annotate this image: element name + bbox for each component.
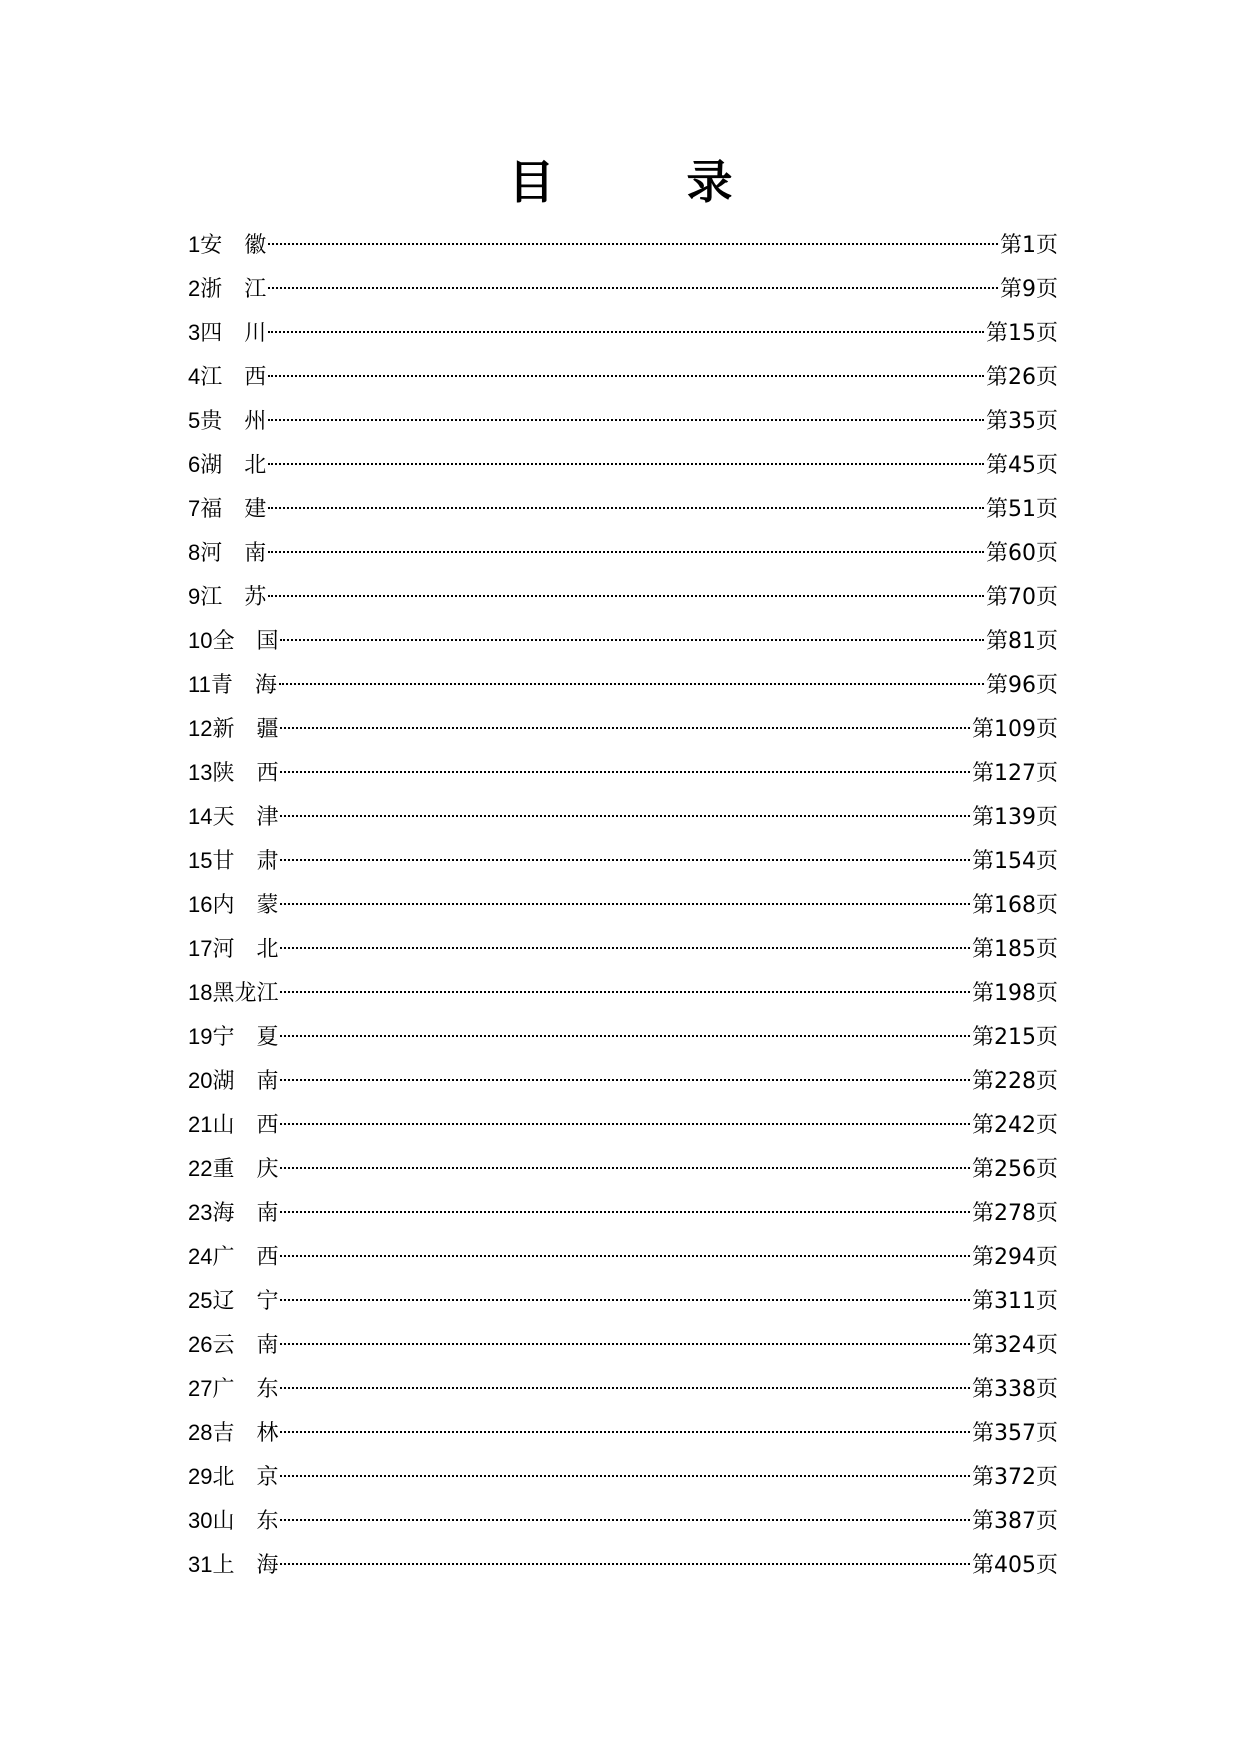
toc-entry-page: 第185页 (972, 937, 1058, 962)
toc-entry-label (188, 355, 266, 400)
dot-leader (280, 859, 970, 861)
toc-entry-label (188, 1411, 278, 1456)
toc-entry-page: 第215页 (972, 1025, 1058, 1050)
toc-entry-number: 19 (188, 1024, 213, 1049)
dot-leader (280, 991, 970, 993)
toc-entry-page: 第45页 (986, 453, 1058, 478)
dot-leader (280, 1519, 970, 1521)
dot-leader (268, 507, 984, 509)
toc-entry-page: 第15页 (986, 321, 1058, 346)
toc-entry-number: 10 (188, 628, 213, 653)
toc-entry-number: 27 (188, 1376, 213, 1401)
toc-entry-page: 第70页 (986, 585, 1058, 610)
dot-leader (280, 1123, 970, 1125)
toc-entry-number: 9 (188, 584, 201, 609)
toc-entry-name: 江苏 (200, 585, 267, 610)
toc-entry-page: 第96页 (986, 673, 1058, 698)
toc-entry-page: 第278页 (972, 1201, 1058, 1226)
toc-entry-page: 第228页 (972, 1069, 1058, 1094)
toc-entry-number: 29 (188, 1464, 213, 1489)
toc-entry[interactable] (188, 927, 1058, 971)
toc-entry[interactable] (188, 1235, 1058, 1279)
toc-entry-number: 25 (188, 1288, 213, 1313)
toc-entry-page: 第338页 (972, 1377, 1058, 1402)
page-title: 目 录 (508, 155, 791, 209)
toc-entry-page: 第372页 (972, 1465, 1058, 1490)
dot-leader (280, 1211, 970, 1213)
toc-entry-label (188, 443, 266, 488)
toc-entry-label (188, 399, 266, 444)
toc-entry-name: 内蒙 (212, 893, 279, 918)
toc-entry-number: 20 (188, 1068, 213, 1093)
toc-entry-name: 四川 (200, 321, 267, 346)
toc-entry-label (188, 663, 277, 708)
toc-entry[interactable] (188, 1103, 1058, 1147)
toc-entry-number: 12 (188, 716, 213, 741)
dot-leader (280, 815, 970, 817)
toc-entry-label (188, 1235, 278, 1280)
toc-entry[interactable] (188, 443, 1058, 487)
toc-entry-name: 浙江 (200, 277, 267, 302)
toc-entry-number: 11 (188, 672, 211, 697)
toc-entry-number: 21 (188, 1112, 213, 1137)
dot-leader (280, 1387, 970, 1389)
dot-leader (280, 1035, 970, 1037)
toc-entry-page: 第198页 (972, 981, 1058, 1006)
toc-entry-number: 30 (188, 1508, 213, 1533)
toc-entry-page: 第127页 (972, 761, 1058, 786)
toc-entry-name: 宁夏 (212, 1025, 279, 1050)
toc-entry-name: 河北 (212, 937, 279, 962)
dot-leader (280, 1079, 970, 1081)
toc-entry-name: 贵州 (200, 409, 267, 434)
toc-entry-label (188, 311, 266, 356)
toc-entry-number: 8 (188, 540, 201, 565)
toc-entry[interactable] (188, 663, 1058, 707)
toc-entry[interactable] (188, 883, 1058, 927)
toc-entry[interactable] (188, 267, 1058, 311)
toc-entry-label (188, 1147, 278, 1192)
toc-entry-name: 湖南 (212, 1069, 279, 1094)
toc-entry-label (188, 531, 266, 576)
toc-entry-number: 18 (188, 980, 213, 1005)
dot-leader (268, 463, 984, 465)
dot-leader (268, 331, 984, 333)
toc-entry-label (188, 1499, 278, 1544)
toc-entry-name: 陕西 (212, 761, 279, 786)
toc-entry-label (188, 927, 278, 972)
toc-entry-number: 3 (188, 320, 201, 345)
toc-entry-name: 山东 (212, 1509, 279, 1534)
dot-leader (268, 419, 984, 421)
toc-entry-page: 第60页 (986, 541, 1058, 566)
toc-entry-name: 天津 (212, 805, 279, 830)
toc-entry-page: 第9页 (1000, 277, 1058, 302)
dot-leader (268, 287, 998, 289)
toc-entry-page: 第168页 (972, 893, 1058, 918)
toc-entry-page: 第1页 (1000, 233, 1058, 258)
toc-entry-label (188, 1059, 278, 1104)
toc-entry[interactable] (188, 1543, 1058, 1587)
toc-entry-label (188, 1279, 278, 1324)
dot-leader (280, 1255, 970, 1257)
dot-leader (280, 1299, 970, 1301)
toc-entry[interactable] (188, 839, 1058, 883)
toc-entry[interactable] (188, 1411, 1058, 1455)
toc-entry-number: 16 (188, 892, 213, 917)
dot-leader (280, 639, 984, 641)
toc-entry-label (188, 795, 278, 840)
toc-entry-page: 第139页 (972, 805, 1058, 830)
toc-entry-page: 第324页 (972, 1333, 1058, 1358)
dot-leader (268, 375, 984, 377)
toc-entry-name: 新疆 (212, 717, 279, 742)
toc-entry-name: 安徽 (200, 233, 267, 258)
toc-entry[interactable] (188, 355, 1058, 399)
toc-entry-number: 13 (188, 760, 213, 785)
toc-entry-page: 第109页 (972, 717, 1058, 742)
table-of-contents (188, 223, 1058, 1587)
toc-entry-label (188, 839, 278, 884)
toc-entry-number: 2 (188, 276, 201, 301)
toc-entry[interactable] (188, 487, 1058, 531)
dot-leader (280, 1167, 970, 1169)
toc-entry[interactable] (188, 311, 1058, 355)
toc-entry-label (188, 1015, 278, 1060)
toc-entry-number: 22 (188, 1156, 213, 1181)
toc-entry-page: 第405页 (972, 1553, 1058, 1578)
toc-entry-page: 第35页 (986, 409, 1058, 434)
toc-entry-label (188, 1543, 278, 1588)
toc-entry[interactable] (188, 223, 1058, 267)
toc-entry-page: 第294页 (972, 1245, 1058, 1270)
toc-entry-number: 31 (188, 1552, 213, 1577)
toc-entry-label (188, 1103, 278, 1148)
toc-entry[interactable] (188, 619, 1058, 663)
toc-entry-name: 全国 (212, 629, 279, 654)
toc-entry[interactable] (188, 751, 1058, 795)
toc-entry-number: 4 (188, 364, 201, 389)
toc-entry-name: 湖北 (200, 453, 267, 478)
toc-entry[interactable] (188, 575, 1058, 619)
toc-entry-label (188, 707, 278, 752)
toc-entry[interactable] (188, 399, 1058, 443)
toc-entry-page: 第154页 (972, 849, 1058, 874)
toc-entry-label (188, 619, 278, 664)
toc-entry-name: 山西 (212, 1113, 279, 1138)
dot-leader (268, 551, 984, 553)
dot-leader (280, 1431, 970, 1433)
toc-entry-number: 28 (188, 1420, 213, 1445)
dot-leader (280, 903, 970, 905)
dot-leader (280, 727, 970, 729)
toc-entry-name: 青海 (210, 673, 277, 698)
toc-entry-number: 6 (188, 452, 201, 477)
toc-entry-page: 第51页 (986, 497, 1058, 522)
toc-entry-name: 重庆 (212, 1157, 279, 1182)
dot-leader (279, 683, 984, 685)
toc-entry-label (188, 1191, 278, 1236)
toc-entry-number: 5 (188, 408, 201, 433)
dot-leader (280, 1475, 970, 1477)
toc-entry[interactable] (188, 1455, 1058, 1499)
toc-entry-name: 甘肃 (212, 849, 279, 874)
toc-entry-page: 第26页 (986, 365, 1058, 390)
dot-leader (280, 1563, 970, 1565)
toc-entry-page: 第311页 (972, 1289, 1058, 1314)
toc-entry-name: 吉林 (212, 1421, 279, 1446)
toc-entry-label (188, 1323, 278, 1368)
toc-entry-name: 河南 (200, 541, 267, 566)
toc-entry[interactable] (188, 1191, 1058, 1235)
toc-entry[interactable] (188, 707, 1058, 751)
toc-entry-name: 海南 (212, 1201, 279, 1226)
toc-entry-label (188, 971, 278, 1016)
toc-entry[interactable] (188, 1367, 1058, 1411)
toc-entry[interactable] (188, 1059, 1058, 1103)
toc-entry-label (188, 487, 266, 532)
toc-entry-name: 广西 (212, 1245, 279, 1270)
toc-entry-name: 云南 (212, 1333, 279, 1358)
toc-entry-name: 福建 (200, 497, 267, 522)
toc-entry[interactable] (188, 795, 1058, 839)
toc-entry[interactable] (188, 1279, 1058, 1323)
dot-leader (268, 243, 998, 245)
toc-entry-number: 1 (188, 232, 201, 257)
toc-entry[interactable] (188, 1147, 1058, 1191)
toc-entry-label (188, 1455, 278, 1500)
toc-entry[interactable] (188, 1499, 1058, 1543)
toc-entry-page: 第387页 (972, 1509, 1058, 1534)
toc-entry-name: 江西 (200, 365, 267, 390)
toc-entry-name: 辽宁 (212, 1289, 279, 1314)
toc-entry-number: 14 (188, 804, 213, 829)
toc-entry-name: 上海 (212, 1553, 279, 1578)
dot-leader (280, 1343, 970, 1345)
toc-entry[interactable] (188, 531, 1058, 575)
toc-entry-label (188, 575, 266, 620)
toc-entry-page: 第256页 (972, 1157, 1058, 1182)
toc-entry-label (188, 267, 266, 312)
toc-entry-label (188, 751, 278, 796)
dot-leader (268, 595, 984, 597)
toc-entry-name: 广东 (212, 1377, 279, 1402)
toc-entry[interactable] (188, 1323, 1058, 1367)
toc-entry-label (188, 1367, 278, 1412)
toc-entry-label (188, 883, 278, 928)
toc-entry-number: 15 (188, 848, 213, 873)
toc-entry-page: 第357页 (972, 1421, 1058, 1446)
toc-entry-number: 24 (188, 1244, 213, 1269)
toc-entry-page: 第81页 (986, 629, 1058, 654)
toc-entry-number: 7 (188, 496, 201, 521)
toc-entry[interactable] (188, 971, 1058, 1015)
toc-entry-number: 26 (188, 1332, 213, 1357)
dot-leader (280, 947, 970, 949)
toc-entry-name: 黑龙江 (212, 981, 279, 1006)
dot-leader (280, 771, 970, 773)
toc-entry-number: 23 (188, 1200, 213, 1225)
toc-entry-label (188, 223, 266, 268)
toc-entry-name: 北京 (212, 1465, 279, 1490)
toc-entry-page: 第242页 (972, 1113, 1058, 1138)
toc-entry-number: 17 (188, 936, 213, 961)
toc-entry[interactable] (188, 1015, 1058, 1059)
